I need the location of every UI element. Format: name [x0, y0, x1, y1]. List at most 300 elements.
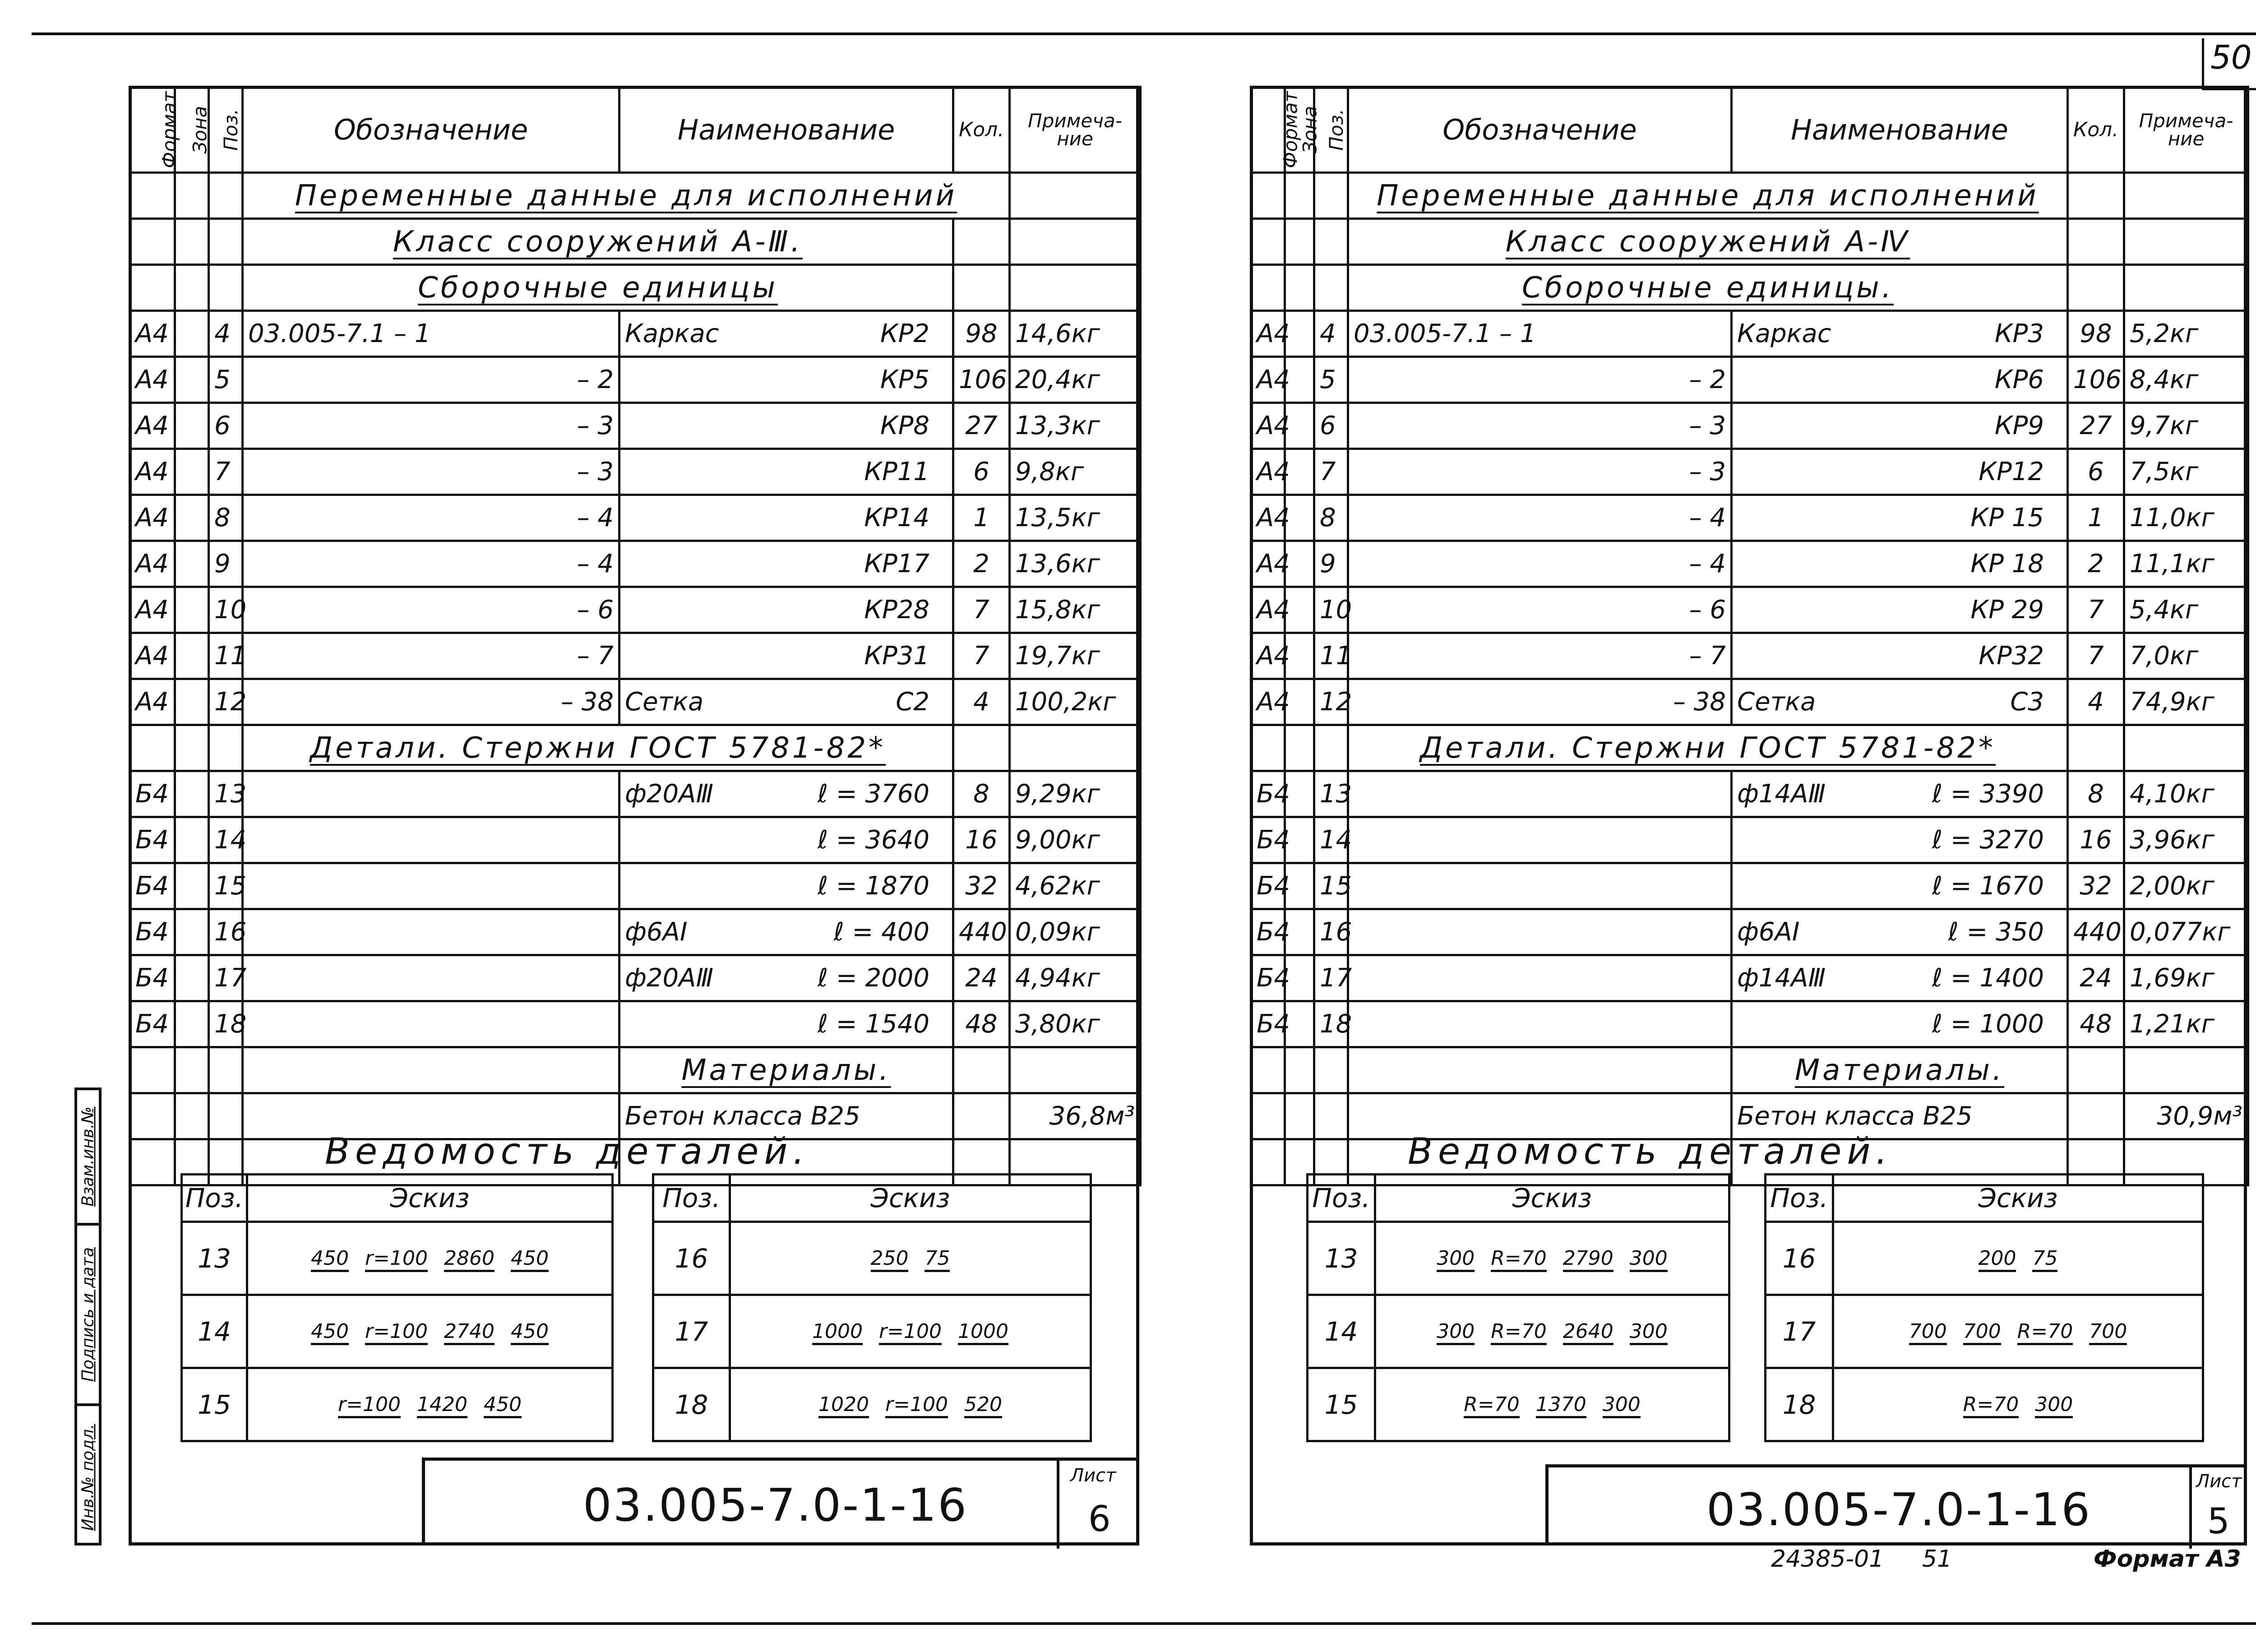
item-mark: КР 15 — [1970, 503, 2044, 532]
row-format: А4 — [1251, 311, 1285, 357]
row-name — [619, 357, 953, 403]
sheet-number: 5 — [2207, 1501, 2230, 1542]
row-pos: 5 — [1314, 357, 1348, 403]
sketch-drawing — [247, 1222, 613, 1295]
sketch-drawing — [1833, 1368, 2203, 1441]
row-zone — [175, 311, 209, 357]
row-qty: 1 — [953, 495, 1010, 541]
row-zone — [175, 955, 209, 1001]
row-pos: 8 — [1314, 495, 1348, 541]
details-title: Детали. Стержни ГОСТ 5781-82* — [1419, 731, 1996, 765]
dimension-label: 75 — [925, 1247, 950, 1272]
row-name — [619, 495, 953, 541]
item-mark: КР32 — [1979, 641, 2044, 671]
row-format: А4 — [130, 587, 175, 633]
row-note: 4,62кг — [1010, 863, 1141, 909]
table-row — [130, 679, 1141, 725]
row-format: А4 — [1251, 587, 1285, 633]
right-title-block — [1545, 1464, 2247, 1546]
table-row — [130, 771, 1141, 817]
row-pos: 14 — [1314, 817, 1348, 863]
row-format: Б4 — [130, 955, 175, 1001]
sketch-drawing — [1833, 1295, 2203, 1368]
row-zone — [175, 771, 209, 817]
sketch-pos: 15 — [1308, 1368, 1375, 1441]
row-format: А4 — [130, 495, 175, 541]
col-format: Формат — [130, 87, 175, 173]
row-zone — [175, 909, 209, 955]
col-qty: Кол. — [2068, 87, 2124, 173]
drawing-code: 03.005-7.0-1-16 — [1706, 1483, 2092, 1536]
bar-diameter: ф20АⅢ — [625, 779, 714, 809]
bar-diameter: ф6АI — [625, 917, 688, 947]
table-row — [130, 1001, 1141, 1047]
dimension-label: 520 — [964, 1393, 1002, 1418]
row-pos: 14 — [209, 817, 243, 863]
sketch-row — [1766, 1368, 2203, 1441]
row-designation: – 3 — [1348, 449, 1732, 495]
sketch-drawing — [1833, 1222, 2203, 1295]
sketch-pos: 13 — [1308, 1222, 1375, 1295]
row-name — [1732, 679, 2068, 725]
bar-length: ℓ = 2000 — [817, 963, 929, 993]
row-format: А4 — [130, 679, 175, 725]
title-row — [1251, 1047, 2248, 1093]
row-name — [1732, 587, 2068, 633]
row-note: 5,2кг — [2124, 311, 2248, 357]
side-stamp-cell: Взам.инв.№ — [77, 1090, 99, 1226]
row-zone — [175, 403, 209, 449]
item-name: Каркас — [1737, 319, 1831, 348]
dimension-label: 75 — [2032, 1247, 2057, 1272]
row-name — [619, 817, 953, 863]
row-qty: 2 — [953, 541, 1010, 587]
dimension-label: 1370 — [1536, 1393, 1586, 1418]
row-designation — [243, 817, 619, 863]
sketch-pos-header: Поз. — [182, 1175, 247, 1222]
dimension-label: 450 — [511, 1247, 549, 1272]
row-note: 3,96кг — [2124, 817, 2248, 863]
title-row — [130, 725, 1141, 771]
row-note: 9,8кг — [1010, 449, 1141, 495]
row-note: 100,2кг — [1010, 679, 1141, 725]
sketch-header: Эскиз — [1375, 1175, 1729, 1222]
row-format: А4 — [1251, 495, 1285, 541]
table-row — [1251, 403, 2248, 449]
col-zone: Зона — [1285, 87, 1314, 173]
sketch-pos: 17 — [653, 1295, 730, 1368]
row-designation: – 4 — [243, 541, 619, 587]
dimension-label: 450 — [311, 1247, 349, 1272]
row-note: 11,1кг — [2124, 541, 2248, 587]
row-name — [1732, 449, 2068, 495]
item-mark: КР17 — [864, 549, 929, 578]
row-note: 2,00кг — [2124, 863, 2248, 909]
row-note: 9,00кг — [1010, 817, 1141, 863]
left-sketch-table-b — [652, 1173, 1092, 1442]
material-name: Бетон класса В25 — [1732, 1093, 2068, 1139]
row-name — [1732, 863, 2068, 909]
title-row — [130, 1047, 1141, 1093]
col-designation: Обозначение — [1348, 87, 1732, 173]
row-qty: 440 — [2068, 909, 2124, 955]
sketch-pos: 17 — [1766, 1295, 1833, 1368]
table-row — [1251, 449, 2248, 495]
section-title: Переменные данные для исполнений — [1377, 179, 2039, 213]
right-sketch-table-a — [1306, 1173, 1730, 1442]
row-format: Б4 — [1251, 909, 1285, 955]
table-row — [1251, 587, 2248, 633]
row-zone — [175, 679, 209, 725]
row-zone — [175, 495, 209, 541]
row-pos: 4 — [1314, 311, 1348, 357]
sketch-pos: 18 — [1766, 1368, 1833, 1441]
sketch-pos: 16 — [653, 1222, 730, 1295]
row-qty: 8 — [2068, 771, 2124, 817]
row-pos: 13 — [1314, 771, 1348, 817]
col-qty: Кол. — [953, 87, 1010, 173]
row-qty: 7 — [953, 633, 1010, 679]
sketch-drawing — [247, 1368, 613, 1441]
sketch-drawing — [730, 1295, 1091, 1368]
materials-title: Материалы. — [681, 1053, 891, 1087]
row-designation: – 4 — [243, 495, 619, 541]
row-pos: 6 — [209, 403, 243, 449]
dimension-label: r=100 — [879, 1320, 942, 1345]
row-pos: 17 — [1314, 955, 1348, 1001]
row-qty: 32 — [2068, 863, 2124, 909]
sketch-row — [653, 1222, 1091, 1295]
row-designation: – 3 — [243, 449, 619, 495]
sketch-header: Эскиз — [247, 1175, 613, 1222]
row-designation: – 38 — [1348, 679, 1732, 725]
col-note: Примеча- ние — [2124, 87, 2248, 173]
row-pos: 9 — [209, 541, 243, 587]
sketch-pos: 15 — [182, 1368, 247, 1441]
row-name — [1732, 955, 2068, 1001]
row-zone — [175, 817, 209, 863]
title-row — [1251, 173, 2248, 219]
sheet-number: 6 — [1088, 1499, 1111, 1540]
row-name — [1732, 403, 2068, 449]
row-zone — [175, 449, 209, 495]
dimension-label: r=100 — [365, 1320, 428, 1345]
item-mark: КР28 — [864, 595, 929, 625]
row-designation — [243, 771, 619, 817]
row-format: А4 — [130, 633, 175, 679]
material-volume: 30,9м³ — [2124, 1093, 2248, 1139]
row-name — [1732, 541, 2068, 587]
sketch-row — [182, 1368, 613, 1441]
row-note: 13,5кг — [1010, 495, 1141, 541]
dimension-label: 2640 — [1563, 1320, 1613, 1345]
sketch-row — [1308, 1222, 1729, 1295]
class-title: Класс сооружений А-Ⅳ — [1505, 225, 1910, 259]
row-designation — [1348, 909, 1732, 955]
side-stamp — [74, 1087, 102, 1546]
row-zone — [175, 863, 209, 909]
row-designation: – 4 — [1348, 541, 1732, 587]
table-row — [130, 403, 1141, 449]
sketch-row — [1308, 1295, 1729, 1368]
left-schedule-title: Ведомость деталей. — [325, 1130, 810, 1172]
table-header — [1251, 87, 2248, 173]
materials-title: Материалы. — [1794, 1053, 2005, 1087]
table-row — [130, 909, 1141, 955]
assemblies-title: Сборочные единицы. — [1521, 271, 1894, 305]
row-pos: 16 — [209, 909, 243, 955]
row-designation: 03.005-7.1 – 1 — [243, 311, 619, 357]
bar-length: ℓ = 1670 — [1932, 871, 2044, 901]
table-row — [1251, 909, 2248, 955]
dimension-label: 1000 — [958, 1320, 1008, 1345]
row-qty: 98 — [953, 311, 1010, 357]
sketch-row — [1766, 1222, 2203, 1295]
dimension-label: 2860 — [444, 1247, 495, 1272]
row-note: 11,0кг — [2124, 495, 2248, 541]
row-note: 7,5кг — [2124, 449, 2248, 495]
sketch-drawing — [730, 1368, 1091, 1441]
row-name — [619, 403, 953, 449]
row-qty: 48 — [2068, 1001, 2124, 1047]
row-qty: 6 — [2068, 449, 2124, 495]
title-row — [130, 265, 1141, 311]
dimension-label: 700 — [1963, 1320, 2001, 1345]
right-spec-table — [1250, 86, 2249, 1186]
row-note: 13,6кг — [1010, 541, 1141, 587]
item-mark: КР14 — [864, 503, 929, 532]
item-mark: КР 18 — [1970, 549, 2044, 578]
table-row — [1251, 817, 2248, 863]
table-row — [130, 541, 1141, 587]
bar-length: ℓ = 1870 — [817, 871, 929, 901]
row-format: Б4 — [1251, 955, 1285, 1001]
title-row — [1251, 725, 2248, 771]
item-mark: КР 29 — [1970, 595, 2044, 625]
row-name — [1732, 357, 2068, 403]
row-note: 5,4кг — [2124, 587, 2248, 633]
row-qty: 48 — [953, 1001, 1010, 1047]
row-note: 9,29кг — [1010, 771, 1141, 817]
bar-length: ℓ = 3760 — [817, 779, 929, 809]
bar-length: ℓ = 400 — [833, 917, 929, 947]
row-pos: 4 — [209, 311, 243, 357]
table-row — [1251, 633, 2248, 679]
row-qty: 7 — [953, 587, 1010, 633]
dimension-label: 450 — [311, 1320, 349, 1345]
sketch-pos: 16 — [1766, 1222, 1833, 1295]
row-designation — [1348, 1001, 1732, 1047]
sketch-pos-header: Поз. — [1308, 1175, 1375, 1222]
row-note: 0,077кг — [2124, 909, 2248, 955]
row-format: А4 — [130, 449, 175, 495]
bar-diameter: ф14АⅢ — [1737, 963, 1826, 993]
bar-length: ℓ = 3390 — [1932, 779, 2044, 809]
sketch-pos-header: Поз. — [1766, 1175, 1833, 1222]
row-designation: – 6 — [1348, 587, 1732, 633]
table-row — [1251, 1001, 2248, 1047]
table-row — [130, 449, 1141, 495]
row-name — [1732, 633, 2068, 679]
row-pos: 6 — [1314, 403, 1348, 449]
row-designation: – 38 — [243, 679, 619, 725]
sketch-pos-header: Поз. — [653, 1175, 730, 1222]
dimension-label: R=70 — [1491, 1247, 1546, 1272]
row-pos: 7 — [209, 449, 243, 495]
row-pos: 8 — [209, 495, 243, 541]
dimension-label: r=100 — [885, 1393, 948, 1418]
row-qty: 106 — [2068, 357, 2124, 403]
row-format: Б4 — [130, 817, 175, 863]
row-qty: 27 — [953, 403, 1010, 449]
dimension-label: R=70 — [1491, 1320, 1546, 1345]
dimension-label: 700 — [1909, 1320, 1947, 1345]
row-note: 3,80кг — [1010, 1001, 1141, 1047]
row-note: 1,69кг — [2124, 955, 2248, 1001]
dimension-label: 250 — [871, 1247, 909, 1272]
row-pos: 9 — [1314, 541, 1348, 587]
item-name: Сетка — [625, 687, 704, 717]
dimension-label: R=70 — [2017, 1320, 2073, 1345]
title-row — [130, 173, 1141, 219]
row-designation — [1348, 771, 1732, 817]
row-qty: 7 — [2068, 587, 2124, 633]
row-note: 1,21кг — [2124, 1001, 2248, 1047]
row-designation — [1348, 863, 1732, 909]
row-qty: 27 — [2068, 403, 2124, 449]
row-designation — [243, 909, 619, 955]
row-note: 9,7кг — [2124, 403, 2248, 449]
dimension-label: R=70 — [1464, 1393, 1519, 1418]
sketch-row — [182, 1222, 613, 1295]
row-name — [1732, 817, 2068, 863]
footer-format: Формат А3 — [2094, 1546, 2241, 1573]
sketch-drawing — [1375, 1368, 1729, 1441]
row-format: Б4 — [1251, 817, 1285, 863]
row-designation — [1348, 955, 1732, 1001]
sketch-drawing — [1375, 1295, 1729, 1368]
class-title: Класс сооружений А-Ⅲ. — [393, 225, 803, 259]
dimension-label: 1000 — [812, 1320, 863, 1345]
bar-length: ℓ = 3270 — [1932, 825, 2044, 855]
row-name — [619, 587, 953, 633]
sketch-header: Эскиз — [1833, 1175, 2203, 1222]
row-qty: 8 — [953, 771, 1010, 817]
title-row — [1251, 265, 2248, 311]
row-qty: 6 — [953, 449, 1010, 495]
row-designation: – 4 — [1348, 495, 1732, 541]
table-row — [130, 633, 1141, 679]
title-row — [130, 219, 1141, 265]
row-designation: – 6 — [243, 587, 619, 633]
table-row — [1251, 311, 2248, 357]
dimension-label: r=100 — [338, 1393, 401, 1418]
dimension-label: 300 — [2035, 1393, 2073, 1418]
row-designation: – 7 — [243, 633, 619, 679]
row-format: Б4 — [130, 909, 175, 955]
row-zone — [175, 357, 209, 403]
row-designation: – 2 — [243, 357, 619, 403]
right-schedule-title: Ведомость деталей. — [1408, 1130, 1893, 1172]
item-mark: КР11 — [864, 457, 929, 486]
table-row — [130, 587, 1141, 633]
sketch-row — [1308, 1368, 1729, 1441]
row-qty: 4 — [2068, 679, 2124, 725]
bar-length: ℓ = 350 — [1948, 917, 2044, 947]
row-note: 4,10кг — [2124, 771, 2248, 817]
row-format: А4 — [1251, 403, 1285, 449]
table-row — [130, 495, 1141, 541]
row-pos: 18 — [1314, 1001, 1348, 1047]
bar-length: ℓ = 1540 — [817, 1009, 929, 1039]
row-pos: 17 — [209, 955, 243, 1001]
row-designation: – 3 — [243, 403, 619, 449]
row-zone — [175, 587, 209, 633]
row-pos: 10 — [209, 587, 243, 633]
dimension-label: 450 — [511, 1320, 549, 1345]
footer-page: 51 — [1922, 1546, 1952, 1573]
col-zone: Зона — [175, 87, 209, 173]
row-name — [1732, 909, 2068, 955]
item-mark: С3 — [2010, 687, 2044, 717]
bar-diameter: ф20АⅢ — [625, 963, 714, 993]
dimension-label: 450 — [484, 1393, 522, 1418]
row-name — [1732, 771, 2068, 817]
bar-length: ℓ = 3640 — [817, 825, 929, 855]
row-designation: – 3 — [1348, 403, 1732, 449]
row-designation — [243, 1001, 619, 1047]
sketch-drawing — [730, 1222, 1091, 1295]
row-note: 7,0кг — [2124, 633, 2248, 679]
row-note: 14,6кг — [1010, 311, 1141, 357]
row-name — [619, 541, 953, 587]
sheet-label: Лист — [2196, 1471, 2242, 1492]
row-format: А4 — [130, 311, 175, 357]
sketch-pos: 14 — [1308, 1295, 1375, 1368]
row-format: А4 — [130, 357, 175, 403]
row-pos: 15 — [209, 863, 243, 909]
dimension-label: r=100 — [365, 1247, 428, 1272]
row-format: Б4 — [130, 1001, 175, 1047]
side-stamp-cell: Подпись и дата — [77, 1226, 99, 1406]
row-qty: 1 — [2068, 495, 2124, 541]
table-row — [130, 863, 1141, 909]
sketch-row — [653, 1295, 1091, 1368]
col-designation: Обозначение — [243, 87, 619, 173]
left-spec-table — [129, 86, 1142, 1186]
row-qty: 16 — [2068, 817, 2124, 863]
item-mark: КР2 — [880, 319, 929, 348]
dimension-label: 1420 — [417, 1393, 467, 1418]
page-number: 50 — [2202, 38, 2256, 90]
row-pos: 12 — [209, 679, 243, 725]
item-mark: КР3 — [1994, 319, 2044, 348]
row-qty: 2 — [2068, 541, 2124, 587]
dimension-label: 700 — [2089, 1320, 2127, 1345]
dimension-label: R=70 — [1963, 1393, 2019, 1418]
col-name: Наименование — [619, 87, 953, 173]
row-qty: 106 — [953, 357, 1010, 403]
row-name — [619, 679, 953, 725]
row-name — [619, 449, 953, 495]
details-title: Детали. Стержни ГОСТ 5781-82* — [310, 731, 886, 765]
row-name — [1732, 495, 2068, 541]
left-title-block — [422, 1458, 1139, 1546]
bottom-border-line — [32, 1622, 2256, 1625]
row-format: Б4 — [130, 771, 175, 817]
row-designation — [1348, 817, 1732, 863]
row-qty: 440 — [953, 909, 1010, 955]
